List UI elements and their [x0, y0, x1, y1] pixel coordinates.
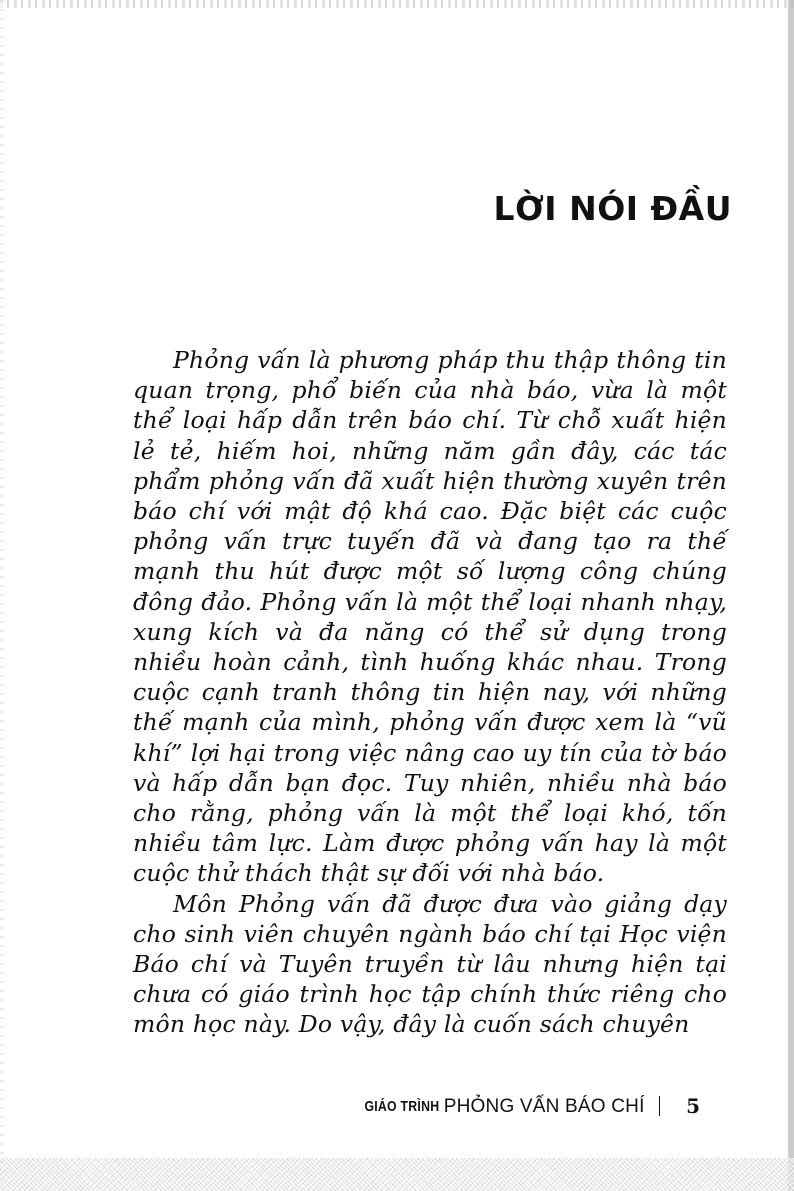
scan-edge-left: [0, 0, 4, 1191]
page-title: LỜI NÓI ĐẦU: [493, 189, 732, 228]
footer-brand: GIÁO TRÌNH: [364, 1097, 440, 1115]
scan-edge-right: [788, 0, 794, 1191]
scan-edge-top: [0, 0, 794, 8]
footer-book-title: PHỎNG VẤN BÁO CHÍ: [443, 1095, 645, 1117]
footer-divider: [659, 1096, 661, 1116]
page-number: 5: [686, 1094, 700, 1118]
paragraph-course: Môn Phỏng vấn đã được đưa vào giảng dạy cho sinh viên chuyên ngành báo chí tại Học viện Báo chí và Tuyên truyền từ lâu nhưng hiện tại chưa có giáo trình học tập chính thức riêng cho môn học này. Do vậy, đây là cuốn sách chuyên: [133, 889, 727, 1039]
running-footer: [348, 1096, 700, 1116]
body-text: [133, 345, 727, 1040]
paragraph-intro: Phỏng vấn là phương pháp thu thập thông tin quan trọng, phổ biến của nhà báo, vừa là một thể loại hấp dẫn trên báo chí. Từ chỗ xuất hiện lẻ tẻ, hiếm hoi, những năm gần đây, các tác phẩm phỏng vấn đã xuất hiện thường xuyên trên báo chí với mật độ khá cao. Đặc biệt các cuộc phỏng vấn trực tuyến đã và đang tạo ra thế mạnh thu hút được một số lượng công chúng đông đảo. Phỏng vấn là một thể loại nhanh nhạy, xung kích và đa năng có thể sử dụng trong nhiều hoàn cảnh, tình huống khác nhau. Trong cuộc cạnh tranh thông tin hiện nay, với những thế mạnh của mình, phỏng vấn được xem là “vũ khí” lợi hại trong việc nâng cao uy tín của tờ báo và hấp dẫn bạn đọc. Tuy nhiên, nhiều nhà báo cho rằng, phỏng vấn là một thể loại khó, tốn nhiều tâm lực. Làm được phỏng vấn hay là một cuộc thử thách thật sự đối với nhà báo.: [133, 346, 727, 888]
scan-edge-bottom: [0, 1158, 794, 1191]
